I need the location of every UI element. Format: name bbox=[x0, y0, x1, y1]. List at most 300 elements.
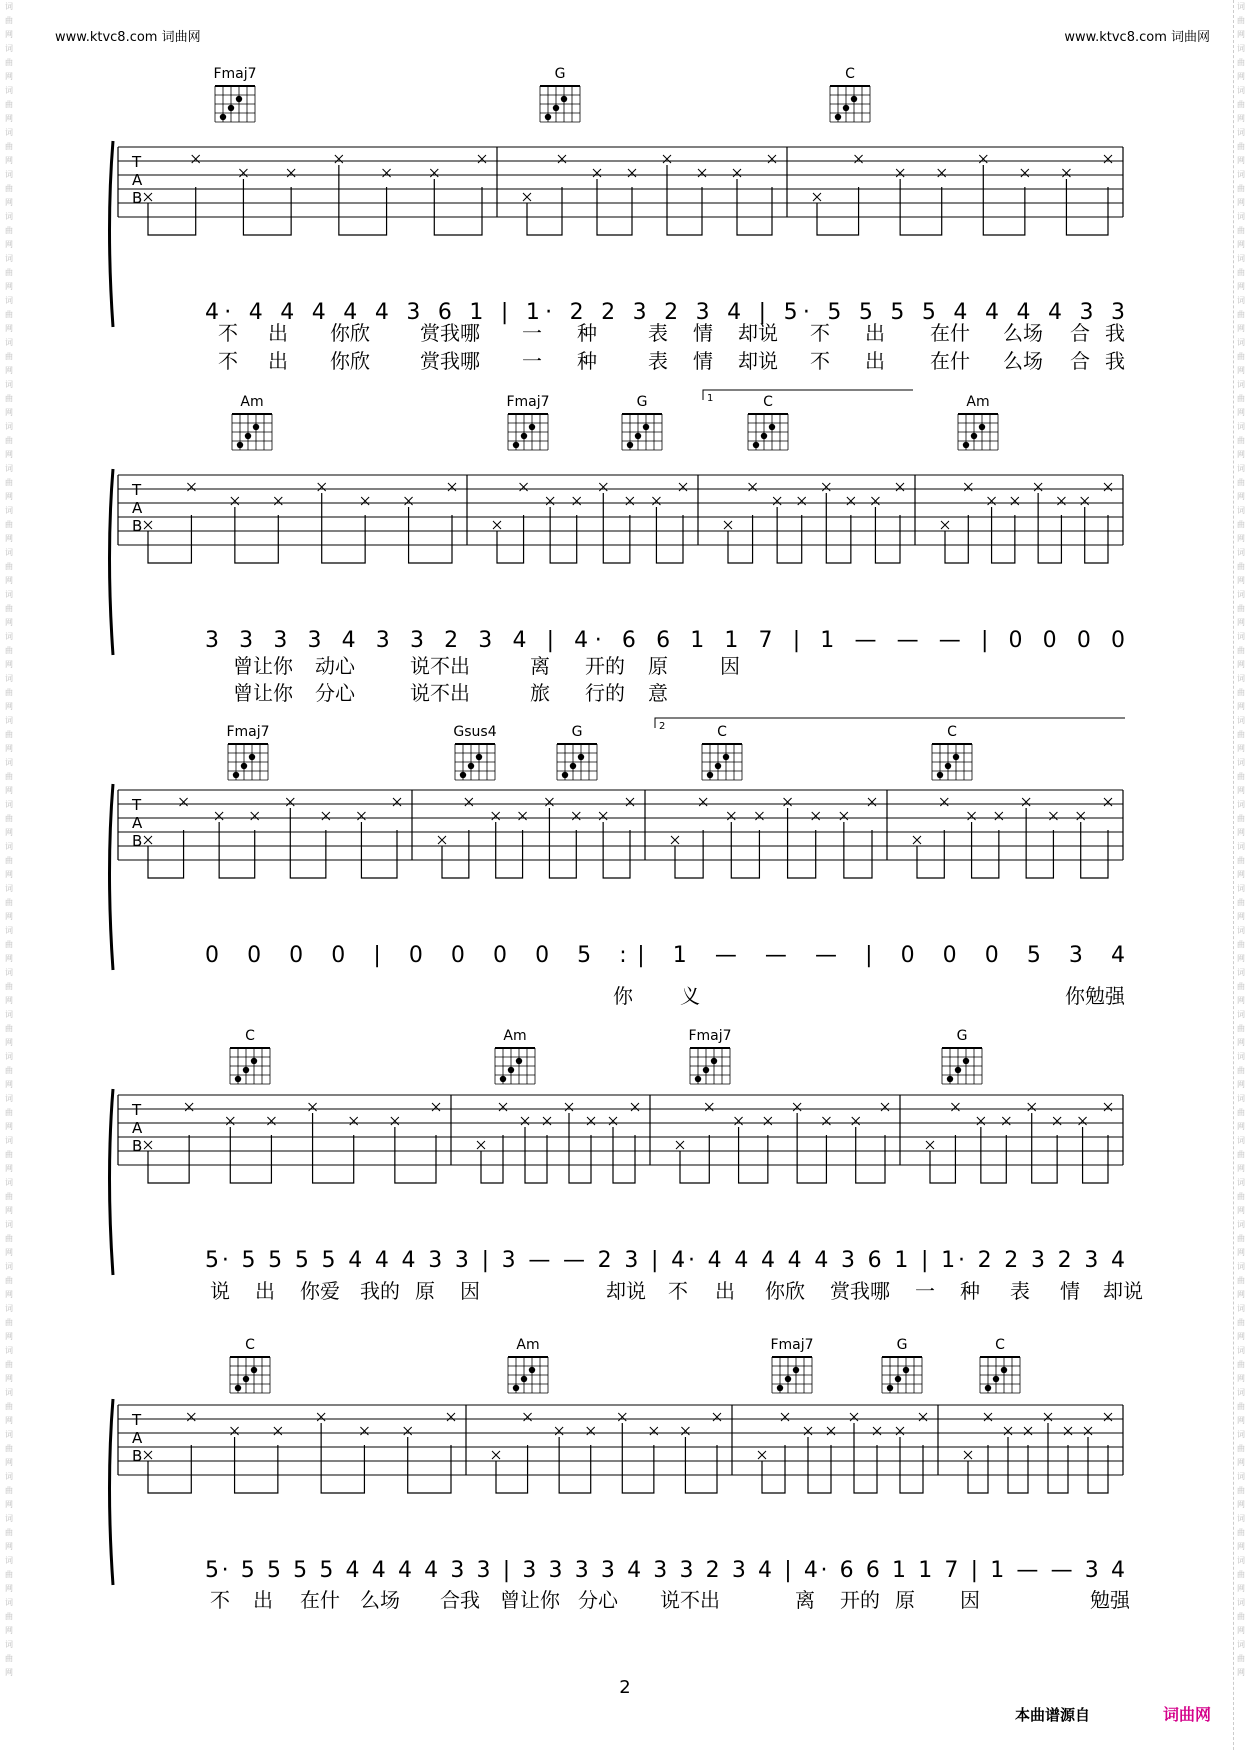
tab-clef-letter: B bbox=[132, 832, 143, 850]
right-watermark-strip: 词曲网词曲网词曲网词曲网词曲网词曲网词曲网词曲网词曲网词曲网词曲网词曲网词曲网词曲网词曲网词曲网词曲网词曲网词曲网词曲网词曲网词曲网词曲网词曲网词曲网词曲网词曲网词曲网词曲网词曲网词曲网词曲网词曲网词曲网词曲网词曲网词曲网词曲网词曲网词曲网 bbox=[1233, 0, 1248, 1750]
strum-mark bbox=[1024, 1427, 1032, 1435]
staff-brace bbox=[110, 784, 114, 970]
strum-mark bbox=[274, 497, 282, 505]
strum-mark bbox=[873, 1427, 881, 1435]
strum-mark bbox=[1044, 1413, 1052, 1421]
strum-mark bbox=[1077, 812, 1085, 820]
strum-mark bbox=[430, 169, 438, 177]
beam bbox=[675, 830, 703, 878]
strum-mark bbox=[951, 1103, 959, 1111]
jianpu-notes: 3 3 3 3 4 3 3 2 3 4 | 4· 6 6 1 1 7 | 1 — — — | 0 0 0 0 bbox=[205, 628, 1125, 653]
finger-dot bbox=[251, 1367, 257, 1373]
lyric-word: 原 bbox=[895, 1588, 915, 1612]
strum-mark bbox=[626, 497, 634, 505]
finger-dot bbox=[237, 442, 243, 448]
chord-name: C bbox=[845, 66, 855, 82]
strum-mark bbox=[679, 483, 687, 491]
beam bbox=[409, 507, 452, 563]
beam bbox=[527, 187, 562, 235]
strum-mark bbox=[1079, 1117, 1087, 1125]
finger-dot bbox=[895, 1376, 901, 1382]
beam bbox=[685, 1437, 717, 1493]
strum-mark bbox=[628, 169, 636, 177]
lyric-word: 离 bbox=[530, 654, 550, 678]
finger-dot bbox=[753, 442, 759, 448]
lyric-word: 你爱 bbox=[300, 1279, 340, 1303]
strum-mark bbox=[913, 836, 921, 844]
finger-dot bbox=[627, 442, 633, 448]
strum-mark bbox=[793, 1103, 801, 1111]
strum-mark bbox=[180, 798, 188, 806]
finger-dot bbox=[529, 1367, 535, 1373]
beam bbox=[900, 179, 942, 235]
chord-name: Am bbox=[966, 394, 990, 410]
lyric-word: 出 bbox=[255, 1279, 275, 1303]
staff-brace bbox=[110, 469, 114, 655]
beam bbox=[361, 822, 397, 878]
strum-mark bbox=[871, 497, 879, 505]
strum-mark bbox=[1022, 798, 1030, 806]
strum-mark bbox=[1104, 1103, 1112, 1111]
lyric-word: 不 bbox=[218, 321, 238, 345]
strum-mark bbox=[663, 155, 671, 163]
strum-mark bbox=[988, 497, 996, 505]
lyric-word: 你欣 bbox=[330, 321, 370, 345]
lyric-word: 赏我哪 bbox=[420, 321, 480, 345]
finger-dot bbox=[971, 433, 977, 439]
finger-dot bbox=[963, 442, 969, 448]
tab-clef-letter: B bbox=[132, 189, 143, 207]
strum-mark bbox=[383, 169, 391, 177]
lyric-word: 开的 bbox=[840, 1588, 880, 1612]
strum-mark bbox=[781, 1413, 789, 1421]
finger-dot bbox=[561, 96, 567, 102]
beam bbox=[739, 1127, 768, 1183]
finger-dot bbox=[715, 763, 721, 769]
strum-mark bbox=[804, 1427, 812, 1435]
strum-mark bbox=[618, 1413, 626, 1421]
strum-mark bbox=[881, 1103, 889, 1111]
strum-mark bbox=[650, 1427, 658, 1435]
beam bbox=[900, 1437, 923, 1493]
strum-mark bbox=[1028, 1103, 1036, 1111]
beam bbox=[148, 515, 191, 563]
strum-mark bbox=[840, 812, 848, 820]
strum-mark bbox=[784, 798, 792, 806]
finger-dot bbox=[253, 424, 259, 430]
finger-dot bbox=[761, 433, 767, 439]
strum-mark bbox=[267, 1117, 275, 1125]
finger-dot bbox=[578, 754, 584, 760]
strum-mark bbox=[681, 1427, 689, 1435]
lyric-word: 却说 bbox=[738, 349, 778, 373]
lyric-word: 旅 bbox=[530, 681, 550, 705]
strum-mark bbox=[1104, 1413, 1112, 1421]
chord-name: Fmaj7 bbox=[226, 724, 270, 740]
tab-clef-letter: T bbox=[132, 1411, 142, 1429]
lyric-word: 合我 bbox=[440, 1588, 480, 1612]
strum-mark bbox=[361, 497, 369, 505]
lyric-word: 合 bbox=[1070, 321, 1090, 345]
strum-mark bbox=[286, 798, 294, 806]
strum-mark bbox=[896, 483, 904, 491]
lyric-word: 因 bbox=[720, 654, 740, 678]
strum-mark bbox=[555, 1427, 563, 1435]
finger-dot bbox=[513, 442, 519, 448]
finger-dot bbox=[570, 763, 576, 769]
lyric-word: 情 bbox=[693, 321, 713, 345]
strum-mark bbox=[926, 1141, 934, 1149]
lyric-word: 你欣 bbox=[765, 1279, 805, 1303]
strum-mark bbox=[322, 812, 330, 820]
beam bbox=[1085, 507, 1108, 563]
strum-mark bbox=[735, 1117, 743, 1125]
finger-dot bbox=[643, 424, 649, 430]
strum-mark bbox=[671, 836, 679, 844]
left-watermark-strip: 词曲网词曲网词曲网词曲网词曲网词曲网词曲网词曲网词曲网词曲网词曲网词曲网词曲网词曲网词曲网词曲网词曲网词曲网词曲网词曲网词曲网词曲网词曲网词曲网词曲网词曲网词曲网词曲网词曲网词曲网词曲网词曲网词曲网词曲网词曲网词曲网词曲网词曲网词曲网词曲网 bbox=[5, 2, 13, 1677]
lyric-word: 说不出 bbox=[410, 681, 470, 705]
finger-dot bbox=[769, 424, 775, 430]
strum-mark bbox=[699, 798, 707, 806]
lyric-word: 说 bbox=[210, 1279, 230, 1303]
strum-mark bbox=[599, 812, 607, 820]
finger-dot bbox=[945, 763, 951, 769]
strum-mark bbox=[499, 1103, 507, 1111]
strum-mark bbox=[941, 521, 949, 529]
beam bbox=[496, 822, 523, 878]
chord-name: Am bbox=[516, 1337, 540, 1353]
system-1 bbox=[110, 66, 1126, 404]
finger-dot bbox=[1001, 1367, 1007, 1373]
system-5 bbox=[110, 1337, 1132, 1612]
finger-dot bbox=[233, 772, 239, 778]
lyric-word: 在什 bbox=[930, 349, 970, 373]
strum-mark bbox=[226, 1117, 234, 1125]
beam bbox=[1008, 1437, 1028, 1493]
strum-mark bbox=[520, 483, 528, 491]
strum-mark bbox=[764, 1117, 772, 1125]
beam bbox=[656, 507, 683, 563]
strum-mark bbox=[1053, 1117, 1061, 1125]
strum-mark bbox=[855, 155, 863, 163]
beam bbox=[1066, 179, 1108, 235]
strum-mark bbox=[727, 812, 735, 820]
strum-mark bbox=[768, 155, 776, 163]
beam bbox=[148, 1135, 189, 1183]
strum-mark bbox=[940, 798, 948, 806]
finger-dot bbox=[243, 1376, 249, 1382]
lyric-word: 分心 bbox=[315, 681, 355, 705]
strum-mark bbox=[698, 169, 706, 177]
finger-dot bbox=[851, 96, 857, 102]
finger-dot bbox=[228, 105, 234, 111]
beam bbox=[728, 515, 753, 563]
beam bbox=[817, 187, 859, 235]
lyric-word: 出 bbox=[865, 349, 885, 373]
beam bbox=[875, 507, 900, 563]
lyric-word: 却说 bbox=[606, 1279, 646, 1303]
lyric-word: 不 bbox=[810, 349, 830, 373]
lyric-word: 离 bbox=[795, 1588, 815, 1612]
finger-dot bbox=[236, 96, 242, 102]
strum-mark bbox=[587, 1427, 595, 1435]
finger-dot bbox=[937, 772, 943, 778]
strum-mark bbox=[852, 1117, 860, 1125]
strum-mark bbox=[493, 521, 501, 529]
strum-mark bbox=[477, 1141, 485, 1149]
lyric-word: 说不出 bbox=[410, 654, 470, 678]
strum-mark bbox=[609, 1117, 617, 1125]
strum-mark bbox=[447, 1413, 455, 1421]
tab-clef-letter: A bbox=[132, 499, 143, 517]
beam bbox=[550, 507, 577, 563]
finger-dot bbox=[707, 772, 713, 778]
strum-mark bbox=[287, 169, 295, 177]
lyric-word: 出 bbox=[268, 321, 288, 345]
strum-mark bbox=[317, 1413, 325, 1421]
footer-brand-logo: 词曲网 bbox=[1163, 1705, 1212, 1724]
finger-dot bbox=[562, 772, 568, 778]
finger-dot bbox=[635, 433, 641, 439]
strum-mark bbox=[360, 1427, 368, 1435]
strum-mark bbox=[274, 1427, 282, 1435]
lyric-word: 出 bbox=[268, 349, 288, 373]
lyric-word: 情 bbox=[1060, 1279, 1080, 1303]
beam bbox=[148, 1445, 191, 1493]
lyric-word: 你欣 bbox=[330, 349, 370, 373]
beam bbox=[917, 830, 944, 878]
strum-mark bbox=[847, 497, 855, 505]
lyric-word: 因 bbox=[960, 1588, 980, 1612]
beam bbox=[613, 1127, 635, 1183]
finger-dot bbox=[245, 433, 251, 439]
finger-dot bbox=[993, 1376, 999, 1382]
volta-bracket bbox=[703, 390, 913, 400]
lyric-word: 不 bbox=[668, 1279, 688, 1303]
strum-mark bbox=[391, 1117, 399, 1125]
strum-mark bbox=[215, 812, 223, 820]
strum-mark bbox=[593, 169, 601, 177]
strum-mark bbox=[755, 812, 763, 820]
beam bbox=[930, 1135, 955, 1183]
strum-mark bbox=[813, 193, 821, 201]
strum-mark bbox=[309, 1103, 317, 1111]
finger-dot bbox=[235, 1385, 241, 1391]
beam bbox=[981, 1127, 1006, 1183]
finger-dot bbox=[785, 1376, 791, 1382]
lyric-word: 在什 bbox=[300, 1588, 340, 1612]
tab-clef-letter: A bbox=[132, 1119, 143, 1137]
lyric-word: 种 bbox=[960, 1279, 980, 1303]
finger-dot bbox=[521, 1376, 527, 1382]
beam bbox=[525, 1127, 547, 1183]
strum-mark bbox=[144, 1451, 152, 1459]
lyric-word: 不 bbox=[810, 321, 830, 345]
strum-mark bbox=[239, 169, 247, 177]
chord-name: C bbox=[717, 724, 727, 740]
finger-dot bbox=[508, 1067, 514, 1073]
beam bbox=[559, 1437, 591, 1493]
beam bbox=[737, 179, 772, 235]
strum-mark bbox=[631, 1103, 639, 1111]
jianpu-notes: 0 0 0 0 | 0 0 0 0 5 :| 1 — — — | 0 0 0 5 3 4 bbox=[205, 943, 1125, 968]
finger-dot bbox=[777, 1385, 783, 1391]
beam bbox=[235, 507, 278, 563]
lyric-word: 出 bbox=[865, 321, 885, 345]
strum-mark bbox=[1084, 1427, 1092, 1435]
lyric-word: 曾让你 bbox=[500, 1588, 560, 1612]
finger-dot bbox=[711, 1058, 717, 1064]
strum-mark bbox=[1104, 483, 1112, 491]
strum-mark bbox=[995, 812, 1003, 820]
system-4 bbox=[110, 1028, 1144, 1303]
finger-dot bbox=[249, 754, 255, 760]
strum-mark bbox=[543, 1117, 551, 1125]
lyric-word: 在什 bbox=[930, 321, 970, 345]
lyric-word: 原 bbox=[648, 654, 668, 678]
page-number: 2 bbox=[619, 1677, 631, 1698]
beam bbox=[395, 1127, 436, 1183]
lyric-word: 动心 bbox=[315, 654, 355, 678]
lyric-word: 义 bbox=[680, 984, 700, 1008]
lyric-word: 情 bbox=[693, 349, 713, 373]
chord-name: Am bbox=[503, 1028, 527, 1044]
tab-clef-letter: A bbox=[132, 814, 143, 832]
strum-mark bbox=[565, 1103, 573, 1111]
staff-brace bbox=[110, 141, 114, 327]
strum-mark bbox=[705, 1103, 713, 1111]
finger-dot bbox=[516, 1058, 522, 1064]
system-2 bbox=[110, 394, 1126, 732]
finger-dot bbox=[947, 1076, 953, 1082]
jianpu-notes: 5· 5 5 5 5 4 4 4 4 3 3 | 3 3 3 3 4 3 3 2 3 4 | 4· 6 6 1 1 7 | 1 — — 3 4 bbox=[205, 1558, 1125, 1583]
strum-mark bbox=[977, 1117, 985, 1125]
strum-mark bbox=[1034, 483, 1042, 491]
strum-mark bbox=[318, 483, 326, 491]
strum-mark bbox=[405, 497, 413, 505]
strum-mark bbox=[1049, 812, 1057, 820]
beam bbox=[408, 1437, 451, 1493]
strum-mark bbox=[812, 812, 820, 820]
beam bbox=[230, 1127, 271, 1183]
finger-dot bbox=[793, 1367, 799, 1373]
finger-dot bbox=[241, 763, 247, 769]
finger-dot bbox=[553, 105, 559, 111]
lyric-word: 种 bbox=[577, 349, 597, 373]
lyric-word: 出 bbox=[253, 1588, 273, 1612]
strum-mark bbox=[404, 1427, 412, 1435]
strum-mark bbox=[827, 1427, 835, 1435]
finger-dot bbox=[235, 1076, 241, 1082]
beam bbox=[442, 830, 469, 878]
strum-mark bbox=[231, 1427, 239, 1435]
strum-mark bbox=[676, 1141, 684, 1149]
chord-name: Fmaj7 bbox=[688, 1028, 732, 1044]
strum-mark bbox=[545, 798, 553, 806]
lyric-word: 原 bbox=[415, 1279, 435, 1303]
lyric-word: 曾让你 bbox=[233, 654, 293, 678]
tab-clef-letter: B bbox=[132, 1447, 143, 1465]
beam bbox=[434, 179, 482, 235]
lyric-word: 曾让你 bbox=[233, 681, 293, 705]
lyric-word: 开的 bbox=[585, 654, 625, 678]
strum-mark bbox=[1104, 155, 1112, 163]
beam bbox=[235, 1437, 278, 1493]
tab-clef-letter: A bbox=[132, 171, 143, 189]
lyric-word: 不 bbox=[210, 1588, 230, 1612]
strum-mark bbox=[733, 169, 741, 177]
strum-mark bbox=[1002, 1117, 1010, 1125]
strum-mark bbox=[896, 169, 904, 177]
strum-mark bbox=[524, 1413, 532, 1421]
finger-dot bbox=[529, 424, 535, 430]
beam bbox=[856, 1127, 885, 1183]
finger-dot bbox=[835, 114, 841, 120]
beam bbox=[219, 822, 255, 878]
lyric-word: 一 bbox=[522, 349, 542, 373]
jianpu-notes: 4· 4 4 4 4 4 3 6 1 | 1· 2 2 3 2 3 4 | 5· 5 5 5 5 4 4 4 4 3 3 bbox=[205, 300, 1125, 325]
volta-number: 1 bbox=[707, 393, 714, 404]
strum-mark bbox=[1064, 1427, 1072, 1435]
lyric-word: 却说 bbox=[1103, 1279, 1143, 1303]
chord-name: C bbox=[947, 724, 957, 740]
strum-mark bbox=[758, 1451, 766, 1459]
beam bbox=[680, 1135, 709, 1183]
finger-dot bbox=[243, 1067, 249, 1073]
chord-name: G bbox=[636, 394, 648, 410]
strum-mark bbox=[964, 1451, 972, 1459]
strum-mark bbox=[572, 812, 580, 820]
strum-mark bbox=[984, 1413, 992, 1421]
staff-brace bbox=[110, 1089, 114, 1275]
strum-mark bbox=[968, 812, 976, 820]
beam bbox=[603, 822, 630, 878]
lyric-word: 表 bbox=[1010, 1279, 1030, 1303]
strum-mark bbox=[1057, 497, 1065, 505]
tab-clef-letter: T bbox=[132, 481, 142, 499]
strum-mark bbox=[492, 1451, 500, 1459]
strum-mark bbox=[822, 483, 830, 491]
strum-mark bbox=[192, 155, 200, 163]
chord-name: G bbox=[554, 66, 566, 82]
lyric-word: 说不出 bbox=[660, 1588, 720, 1612]
beam bbox=[497, 515, 524, 563]
header-left-site: www.ktvc8.com 词曲网 bbox=[55, 30, 201, 45]
beam bbox=[731, 822, 759, 878]
strum-mark bbox=[1011, 497, 1019, 505]
chord-name: Fmaj7 bbox=[506, 394, 550, 410]
finger-dot bbox=[903, 1367, 909, 1373]
strum-mark bbox=[850, 1413, 858, 1421]
strum-mark bbox=[979, 155, 987, 163]
finger-dot bbox=[545, 114, 551, 120]
finger-dot bbox=[251, 1058, 257, 1064]
strum-mark bbox=[1062, 169, 1070, 177]
beam bbox=[1083, 1127, 1108, 1183]
tab-clef-letter: T bbox=[132, 1101, 142, 1119]
chord-name: G bbox=[896, 1337, 908, 1353]
lyric-word: 勉强 bbox=[1090, 1588, 1130, 1612]
strum-mark bbox=[251, 812, 259, 820]
beam bbox=[992, 507, 1015, 563]
lyric-word: 种 bbox=[577, 321, 597, 345]
beam bbox=[148, 187, 196, 235]
chord-name: G bbox=[571, 724, 583, 740]
strum-mark bbox=[587, 1117, 595, 1125]
chord-name: Gsus4 bbox=[453, 724, 497, 740]
lyric-word: 一 bbox=[522, 321, 542, 345]
lyric-word: 一 bbox=[915, 1279, 935, 1303]
